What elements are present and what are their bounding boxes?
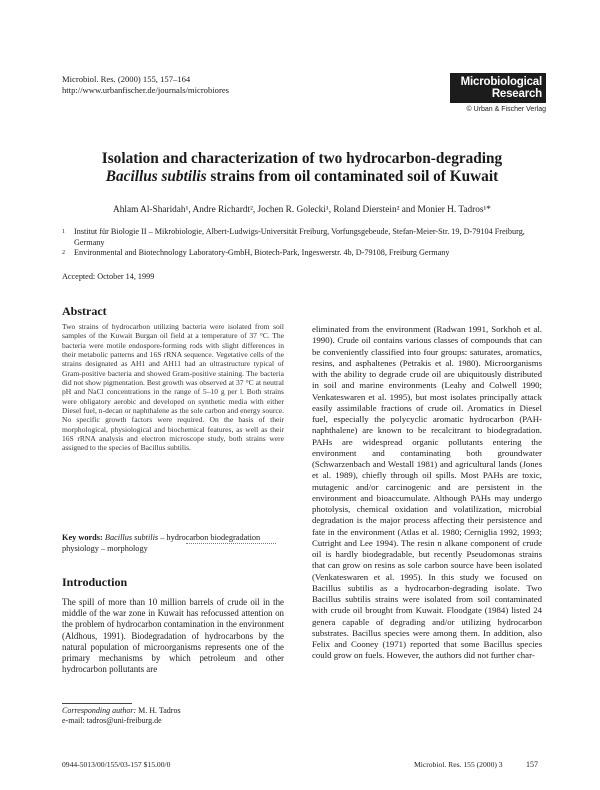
title-species: Bacillus subtilis [105,168,207,185]
journal-citation: Microbiol. Res. (2000) 155, 157–164 [62,74,191,84]
corresponding-author [62,706,284,716]
corresponding-author-note [62,706,284,726]
page-number: 157 [526,760,538,769]
affiliation-2 [62,248,544,259]
journal-footer: Microbiol. Res. 155 (2000) 3 [414,760,503,769]
journal-logo-line-1: Microbiological [460,76,542,88]
affiliation-number: 2 [62,250,65,256]
affiliation-number: 1 [62,229,65,235]
introduction-heading: Introduction [62,575,128,589]
affiliations [62,227,544,259]
column-2-text: eliminated from the environment (Radwan 1991, Sorkhoh et al. 1990). Crude oil contains various classes of compounds that can be conveniently classified into four groups: saturates, aromatics, resins, and asphaltenes (Petrakis et al. 1980). Microorganisms with the ability to degrade crude oil are ubiquitously distributed in soil and marine environments (Leahy and Colwell 1990; Venkateswaren et al. 1995), but most isolates principally attack easily assimilable fractions of crude oil. Aromatics in Diesel fuel, especially the polycyclic aromatic hydrocarbon (PAH-naphthalene) are known to be recalcitrant to biodegradation. PAHs are widespread organic pollutants entering the environment and contaminating both groundwater (Schwarzenbach and Westall 1981) and agricultural lands (Jones et al. 1989), chiefly through oil spills. Most PAHs are toxic, mutagenic and/or carcinogenic and are persistent in the environment and bioaccumulate. Although PAHs may undergo photolysis, chemical oxidation and volatilization, microbial degradation is the major process affecting their persistence and fate in the environment (Atlas et al. 1980; Cerniglia 1992, 1993; Cutright and Lee 1994). The resin n alkane component of crude oil is hardly biodegradable, but recently Pseudomonas strains that can grow on resins as sole carbon source have been isolated (Venkateswaren et al. 1995). In this study we focused on Bacillus subtilis as a hydrocarbon-degrading isolate. Two Bacillus subtilis strains were isolated from soil contaminated with crude oil brought from Kuwait. Floodgate (1984) listed 24 genera capable of degrading and/or utilizing hydrocarbon substrates. Bacillus species were among them. In addition, also Felix and Cooney (1971) reported that some Bacillus species could grow on fuels. However, the authors did not further char- [312,324,542,661]
corresponding-email[interactable]: e-mail: tadros@uni-freiburg.de [62,716,162,725]
affiliation-text: Institut für Biologie II – Mikrobiologie, Albert-Ludwigs-Universität Freiburg, Vorfungsgebeude, Stefan-Meier-Str. 19, D-79104 Freiburg, Germany [74,227,525,247]
author-list: Ahlam Al-Sharidah¹, Andre Richardt², Jochen R. Golecki¹, Roland Dierstein² and Monier H. Tadros¹* [113,205,491,215]
footnote-divider [62,703,132,704]
corresponding-name: M. H. Tadros [136,706,181,715]
title-line-1: Isolation and characterization of two hydrocarbon-degrading [101,150,503,167]
affiliation-1 [62,227,544,248]
affiliation-text: Environmental and Biotechnology Laboratory-GmbH, Biotech-Park, Ingeswerstr. 4b, D-79108, Freiburg Germany [74,248,450,257]
abstract-text: Two strains of hydrocarbon utilizing bacteria were isolated from soil samples of the Kuwait Burgan oil field at a temperature of 37 °C. The bacteria were motile endospore-forming rods with slight differences in their metabolic patterns and 16S rRNA sequence. Vegetative cells of the strains designated as AH1 and AH11 had an ultrastructure typical of Gram-positive bacteria and showed Gram-positive staining. The bacteria did not show pigmentation. Best growth was observed at 37 °C at neutral pH and NaCl concentrations in the range of 5–10 g per l. Both strains were obligatory aerobic and developed on synthetic media with either Diesel fuel, n-decan or naphthalene as the sole carbon and energy source. No specific growth factors were required. On the basis of their morphological, physiological and biochemical features, as well as their 16S rRNA analysis and electron microscope study, both strains were assigned to the species of Bacillus subtilis. [62,322,284,453]
journal-url[interactable]: http://www.urbanfischer.de/journals/microbiores [62,84,229,95]
journal-logo-line-2: Research [491,88,542,100]
journal-logo-box [450,73,546,103]
publisher-name: © Urban & Fischer Verlag [466,106,546,113]
title-rest: strains from oil contaminated soil of Kuwait [206,168,499,185]
issn-line: 0944-5013/00/155/03-157 $15.00/0 [62,760,171,769]
journal-logo [450,73,546,113]
accepted-date: Accepted: October 14, 1999 [62,272,155,281]
keywords-species: Bacillus subtilis [104,533,159,542]
corresponding-label: Corresponding author: [62,706,137,715]
citation-block [62,74,229,95]
keywords-label: Key words: [62,533,103,542]
keywords-divider [186,543,276,544]
keywords-rest: – hydrocarbon biodegradation physiology – morphology [62,533,261,553]
introduction-text: The spill of more than 10 million barrels of crude oil in the middle of the war zone in Kuwait has refocussed attention on the problem of hydrocarbon contamination in the environment (Aldhous, 1991). Biodegradation of hydrocarbons by the natural population of microorganisms represents one of the primary mechanisms by which petroleum and other hydrocarbon pollutants are [62,597,284,675]
abstract-heading: Abstract [62,304,107,318]
title-line-2 [62,168,542,186]
article-title [62,150,542,186]
